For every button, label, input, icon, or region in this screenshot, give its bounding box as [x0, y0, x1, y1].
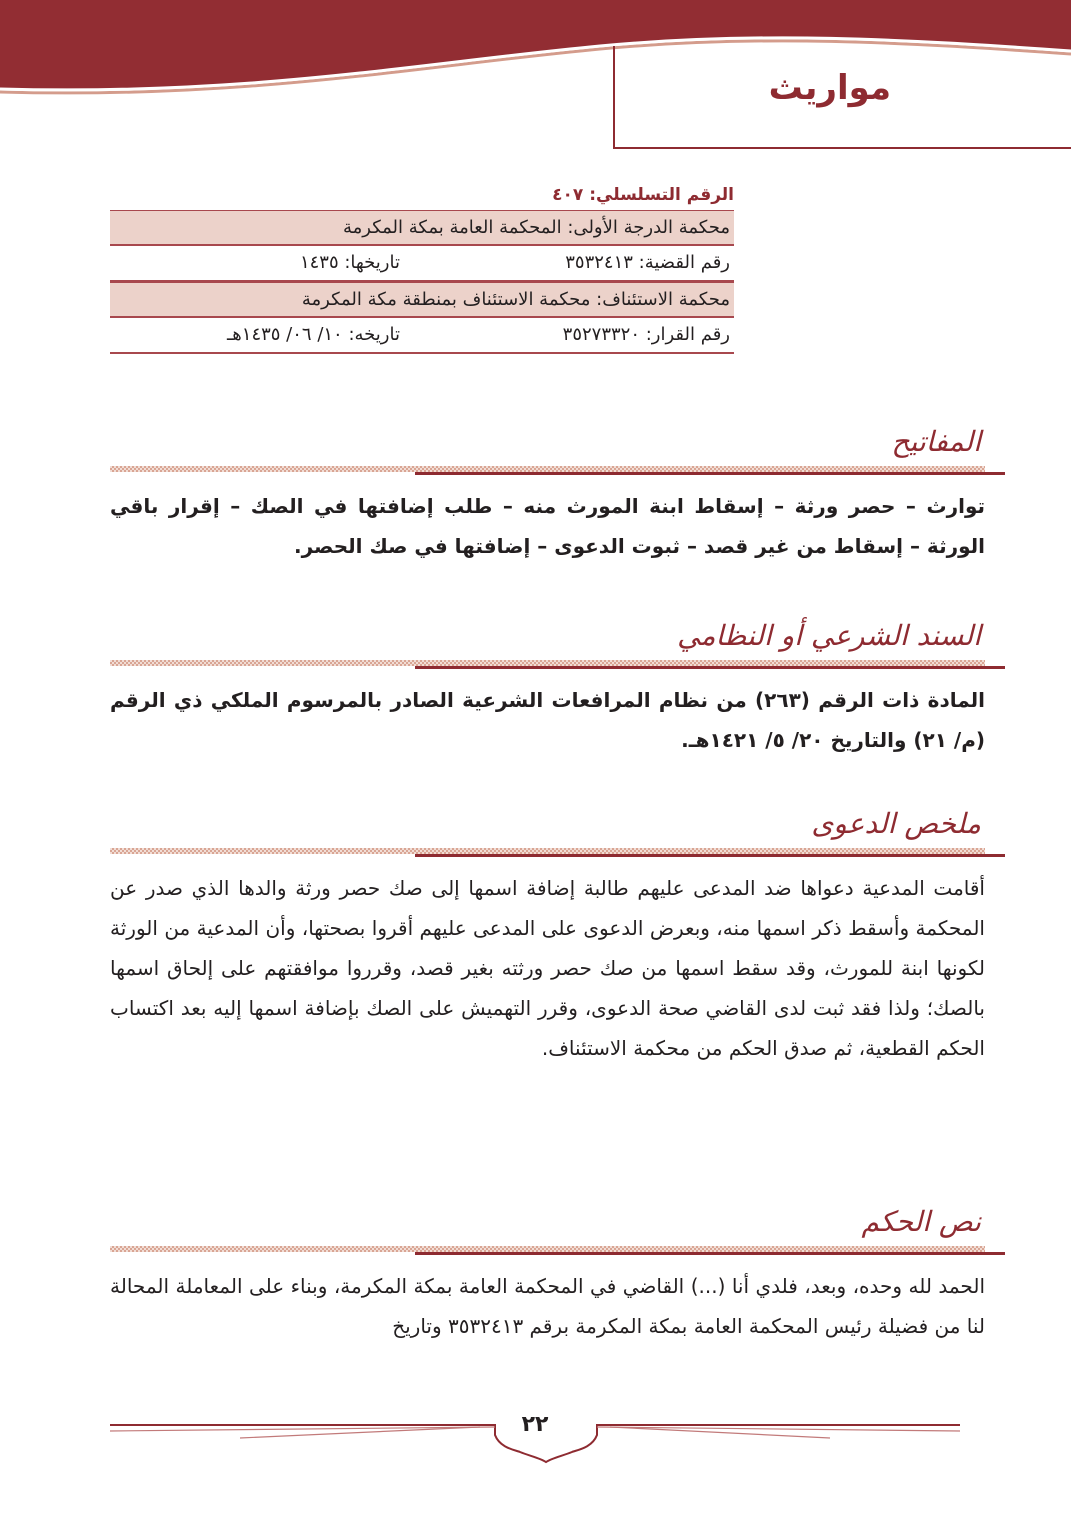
decision-number: رقم القرار: ٣٥٢٧٣٣٢٠	[562, 324, 730, 345]
case-summary-text: أقامت المدعية دعواها ضد المدعى عليهم طالبة إضافة اسمها إلى صك حصر ورثة والدها الذي صدر عن المحكمة وأسقط ذكر اسمها منه، وبعرض الدعوى على المدعى عليهم أقروا بصحتها، وأن المدعية من الورثة لكونها ابنة للمورث، وقد سقط اسمها من صك حصر ورثته بغير قصد، وقرروا موافقتهم على إلحاق اسمها بالصك؛ ولذا فقد ثبت لدى القاضي صحة الدعوى، وقرر التهميش على الصك بإضافة اسمها إليه بعد اكتساب الحكم القطعية، ثم صدق الحكم من محكمة الاستئناف.	[110, 876, 985, 1060]
first-court: محكمة الدرجة الأولى: المحكمة العامة بمكة المكرمة	[342, 217, 730, 238]
page-number: ٢٢	[521, 1412, 549, 1437]
section-title: نص الحكم	[861, 1205, 981, 1238]
first-court-row	[110, 210, 734, 246]
appeal-court-row	[110, 282, 734, 318]
decision-row	[110, 318, 734, 354]
section-divider	[110, 1246, 985, 1254]
case-date: تاريخها: ١٤٣٥	[299, 252, 400, 273]
section-divider	[110, 466, 985, 474]
legal-basis-text: المادة ذات الرقم (٢٦٣) من نظام المرافعات الشرعية الصادر بالمرسوم الملكي ذي الرقم (م/ ٢١) والتاريخ ٢٠/ ٥/ ١٤٢١هـ.	[110, 688, 986, 752]
case-info-table	[110, 180, 734, 354]
serial-number: الرقم التسلسلي: ٤٠٧	[552, 185, 734, 205]
ruling-text: الحمد لله وحده، وبعد، فلدي أنا (...) القاضي في المحكمة العامة بمكة المكرمة، وبناء على المعاملة المحالة لنا من فضيلة رئيس المحكمة العامة بمكة المكرمة برقم ٣٥٣٢٤١٣ وتاريخ	[110, 1274, 985, 1338]
section-ruling	[110, 1198, 985, 1346]
section-divider	[110, 660, 985, 668]
section-title: ملخص الدعوى	[811, 807, 981, 840]
case-row	[110, 246, 734, 282]
section-divider	[110, 848, 985, 856]
decision-date: تاريخه: ١٠/ ٠٦/ ١٤٣٥هـ	[227, 324, 400, 345]
section-keywords	[110, 418, 985, 566]
keywords-text: توارث – حصر ورثة – إسقاط ابنة المورث منه – طلب إضافتها في الصك – إقرار باقي الورثة – إسقاط من غير قصد – ثبوت الدعوى – إضافتها في صك الحصر.	[110, 494, 985, 558]
page-title: مواريث	[768, 68, 891, 108]
section-case-summary	[110, 800, 985, 1068]
section-legal-basis	[110, 612, 985, 760]
case-number: رقم القضية: ٣٥٣٢٤١٣	[565, 252, 730, 273]
appeal-court: محكمة الاستئناف: محكمة الاستئناف بمنطقة مكة المكرمة	[301, 289, 730, 310]
section-title: المفاتيح	[891, 425, 981, 458]
section-title: السند الشرعي أو النظامي	[677, 619, 981, 652]
